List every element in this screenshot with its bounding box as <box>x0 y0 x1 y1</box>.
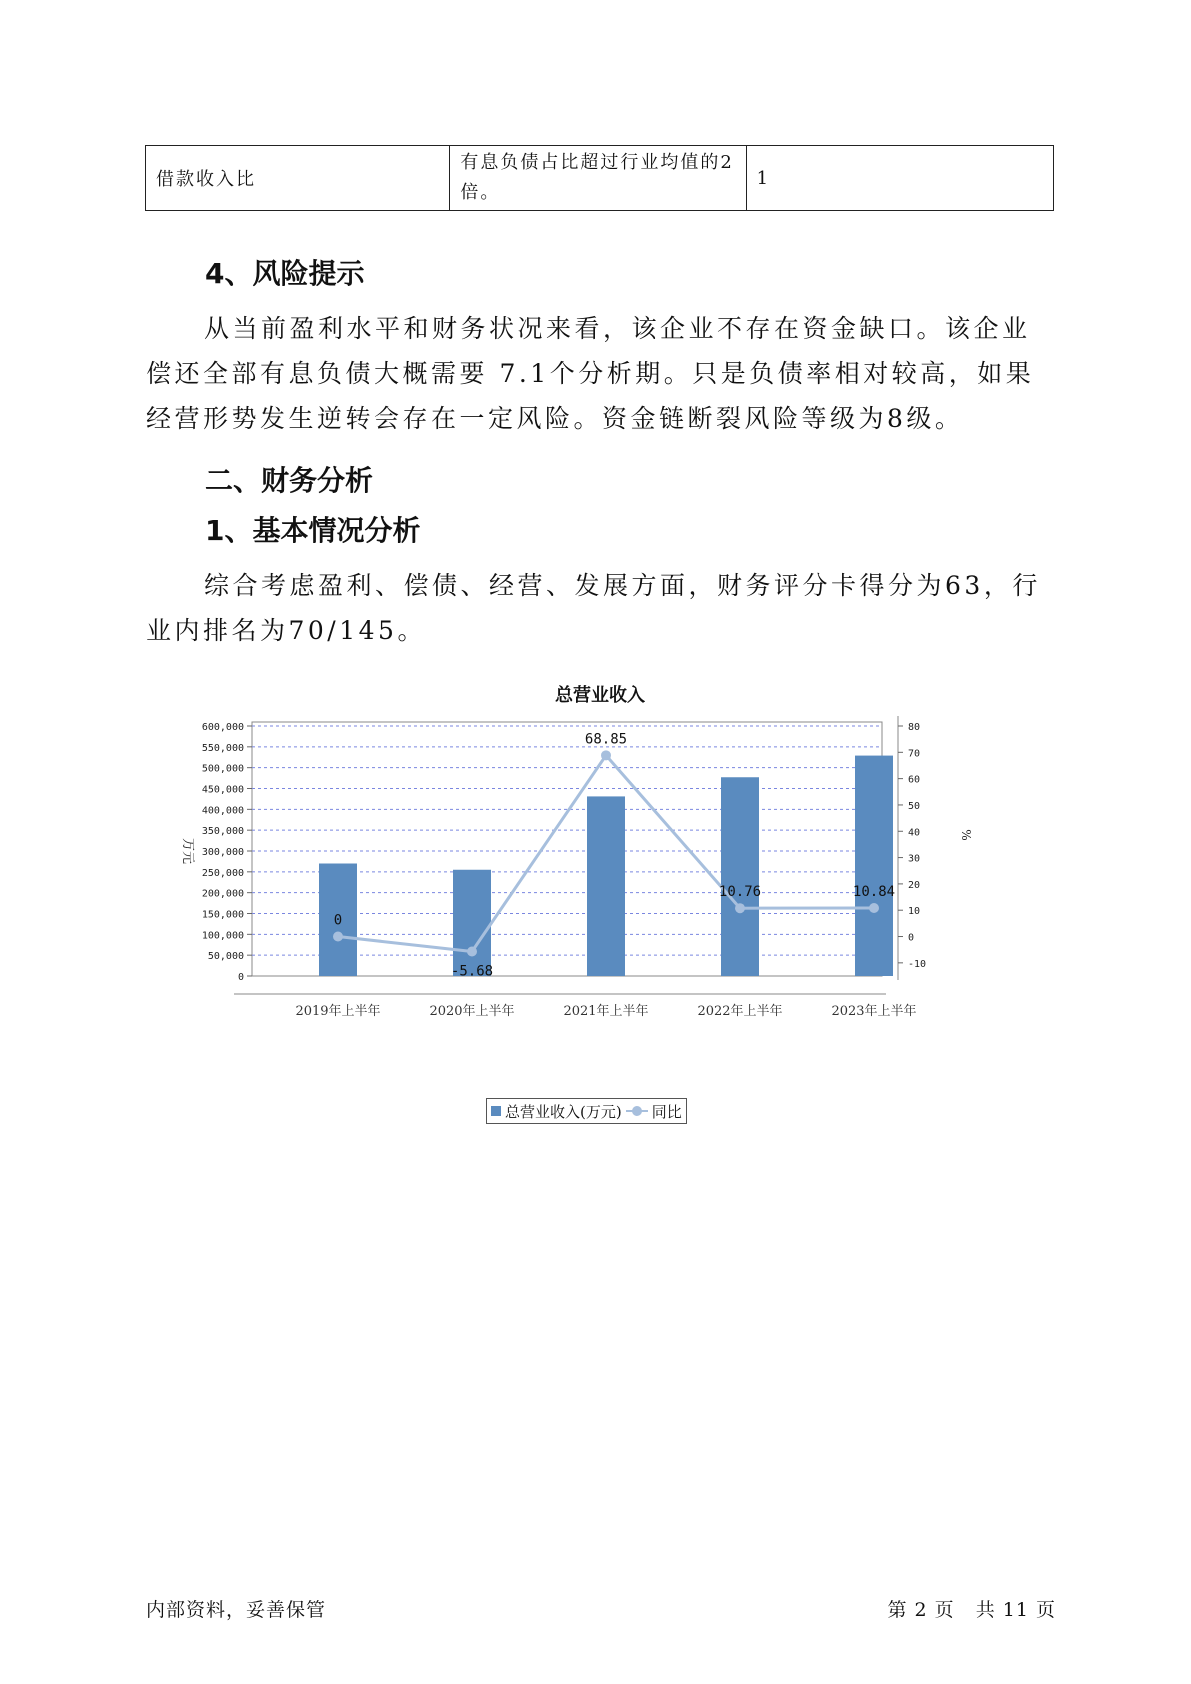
legend-line-label: 同比 <box>651 1102 682 1121</box>
y2-tick-label: 20 <box>908 879 921 891</box>
bar <box>852 756 896 976</box>
yoy-data-label: -5.68 <box>450 963 494 980</box>
chart-svg <box>170 678 1040 1138</box>
yoy-data-label: 68.85 <box>584 731 628 748</box>
legend-bar-label: 总营业收入(万元) <box>505 1102 622 1121</box>
bar <box>453 870 491 976</box>
y-tick-label: 200,000 <box>201 888 244 900</box>
y2-tick-label: 60 <box>908 774 921 786</box>
bar <box>718 777 762 976</box>
yoy-point <box>869 903 879 913</box>
yoy-data-label: 0 <box>333 912 343 929</box>
y2-tick-label: 10 <box>908 906 921 918</box>
y2-tick-label: 30 <box>908 853 921 865</box>
yoy-data-label: 10.84 <box>852 884 896 900</box>
y-tick-label: 50,000 <box>207 951 244 963</box>
risk-section-title: 4、风险提示 <box>205 257 365 290</box>
x-tick-label: 2023年上半年 <box>831 1004 917 1019</box>
revenue-chart <box>170 678 1040 1138</box>
yoy-point <box>333 932 343 942</box>
y-tick-label: 450,000 <box>201 784 244 796</box>
yoy-point <box>601 750 611 760</box>
chapter-title: 二、财务分析 <box>205 464 374 497</box>
y-axis-label: 万元 <box>180 837 195 865</box>
x-tick-label: 2019年上半年 <box>295 1004 381 1019</box>
yoy-point <box>467 946 477 956</box>
yoy-point <box>735 903 745 913</box>
footer-note: 内部资料，妥善保管 <box>146 1599 327 1621</box>
indicator-name: 借款收入比 <box>146 146 450 211</box>
risk-paragraph: 从当前盈利水平和财务状况来看，该企业不存在资金缺口。该企业偿还全部有息负债大概需要 7.1个分析期。只是负债率相对较高，如果经营形势发生逆转会存在一定风险。资金链断裂风险等级为8级。 <box>146 314 1035 433</box>
y2-tick-label: 50 <box>908 800 921 812</box>
x-tick-label: 2022年上半年 <box>697 1004 783 1019</box>
x-tick-label: 2021年上半年 <box>563 1004 649 1019</box>
basic-analysis-paragraph: 综合考虑盈利、偿债、经营、发展方面，财务评分卡得分为63，行业内排名为70/145。 <box>146 571 1041 645</box>
y-tick-label: 350,000 <box>201 826 244 838</box>
page-number: 第 2 页 共 11 页 <box>887 1599 1056 1621</box>
bar <box>587 796 625 976</box>
legend-bar-swatch <box>491 1106 501 1116</box>
y-tick-label: 600,000 <box>201 722 244 733</box>
y2-tick-label: 80 <box>908 722 921 733</box>
chart-title: 总营业收入 <box>555 685 645 706</box>
y2-tick-label: 40 <box>908 827 921 839</box>
y-tick-label: 250,000 <box>201 867 244 879</box>
table-row <box>146 146 1054 211</box>
legend-line-swatch <box>626 1106 648 1116</box>
y-tick-label: 100,000 <box>201 930 244 942</box>
chart-legend <box>486 1098 687 1124</box>
y2-axis-label: % <box>959 829 973 841</box>
y-tick-label: 150,000 <box>201 909 244 921</box>
y2-tick-label: 0 <box>908 932 915 944</box>
y-tick-label: 550,000 <box>201 742 244 754</box>
yoy-data-label: 10.76 <box>718 884 762 901</box>
indicator-value: 1 <box>746 146 1053 211</box>
y-tick-label: 400,000 <box>201 805 244 817</box>
y2-tick-label: 70 <box>908 748 921 760</box>
y-tick-label: 300,000 <box>201 847 244 858</box>
indicator-table <box>145 145 1054 211</box>
y-tick-label: 500,000 <box>201 763 244 775</box>
y-tick-label: 0 <box>237 972 244 983</box>
y2-tick-label: -10 <box>908 958 927 970</box>
indicator-description: 有息负债占比超过行业均值的2倍。 <box>450 146 746 211</box>
basic-analysis-title: 1、基本情况分析 <box>205 514 421 547</box>
x-tick-label: 2020年上半年 <box>429 1004 515 1019</box>
